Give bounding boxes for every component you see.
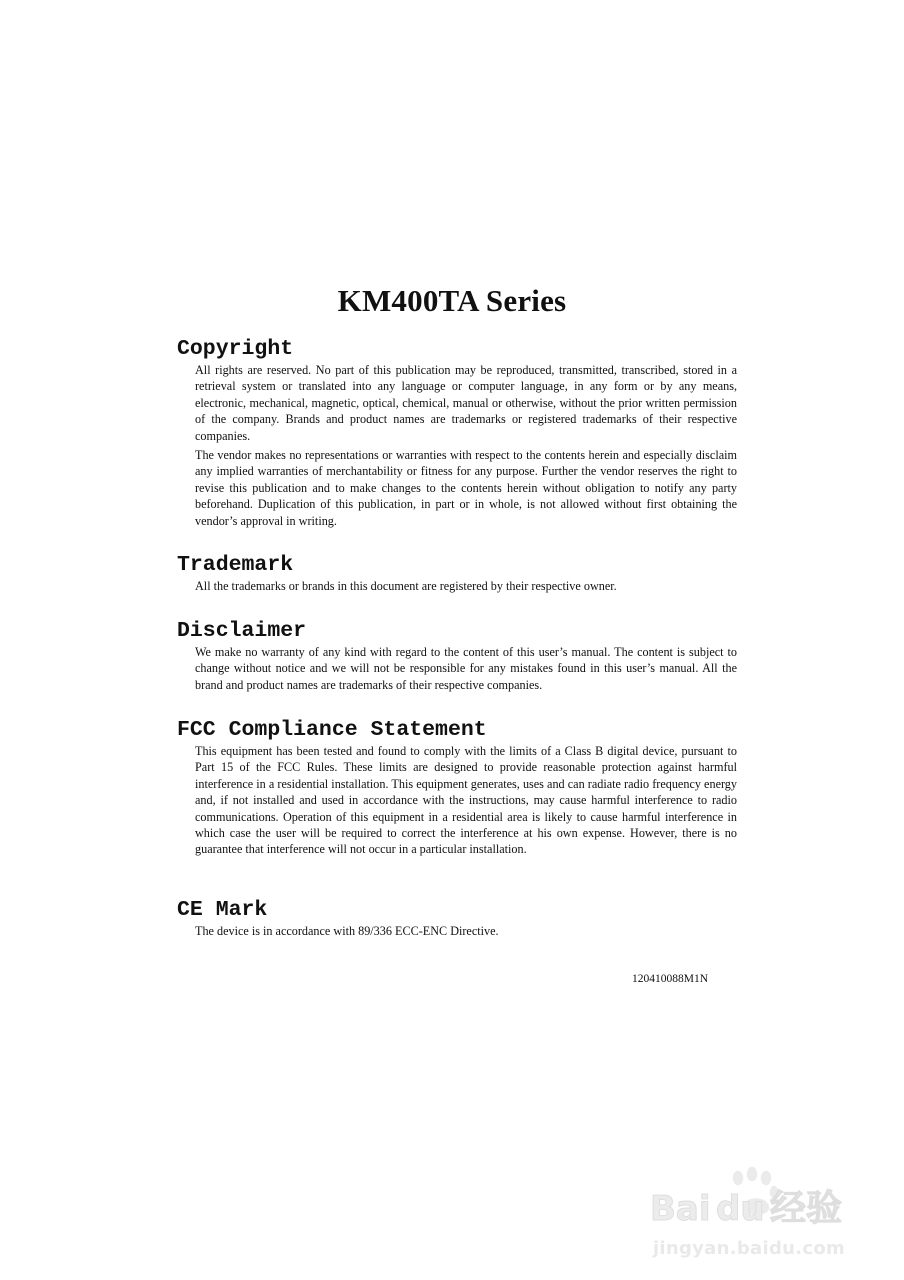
section-heading: CE Mark	[177, 898, 268, 922]
section-paragraph: This equipment has been tested and found to comply with the limits of a Class B digital device, pursuant to Part 15 of the FCC Rules. These limits are designed to provide reasonable protection against harmful interference in a residential installation. This equipment generates, uses and can radiate radio frequency energy and, if not installed and used in accordance with the instructions, may cause harmful interference to radio communications. Operation of this equipment in a residential area is likely to cause harmful interference in which case the user will be required to correct the interference at his own expense. However, there is no guarantee that interference will not occur in a particular installation.	[195, 744, 737, 857]
svg-text:经验: 经验	[770, 1188, 843, 1229]
document-id: 120410088M1N	[632, 973, 709, 985]
svg-text:Bai: Bai	[650, 1189, 711, 1229]
section-paragraph: All the trademarks or brands in this document are registered by their respective owner.	[195, 579, 617, 593]
section-heading: Disclaimer	[177, 619, 307, 643]
baidu-watermark	[640, 1148, 862, 1278]
document-title: KM400TA Series	[337, 282, 567, 318]
watermark-url: jingyan.baidu.com	[652, 1238, 846, 1259]
section-ce-mark	[177, 897, 737, 939]
section-disclaimer	[177, 618, 737, 693]
section-heading: Copyright	[177, 337, 294, 361]
section-heading: Trademark	[177, 553, 294, 577]
section-trademark	[177, 552, 737, 594]
section-heading: FCC Compliance Statement	[177, 718, 487, 742]
section-copyright	[177, 336, 737, 529]
section-paragraph: We make no warranty of any kind with regard to the content of this user’s manual. The content is subject to change without notice and we will not be responsible for any mistakes found in this user’s manual. All the brand and product names are trademarks of their respective companies.	[195, 645, 737, 692]
svg-text:du: du	[716, 1189, 765, 1229]
section-paragraph: The device is in accordance with 89/336 ECC-ENC Directive.	[195, 924, 499, 938]
section-paragraph: All rights are reserved. No part of this publication may be reproduced, transmitted, transcribed, stored in a retrieval system or translated into any language or computer language, in any form or by any means, electronic, mechanical, magnetic, optical, chemical, manual or otherwise, without the prior written permission of the company. Brands and product names are trademarks or registered trademarks of their respective companies.	[195, 363, 737, 443]
section-fcc-compliance	[177, 717, 737, 858]
baidu-jingyan-logo	[646, 1164, 856, 1232]
section-paragraph: The vendor makes no representations or warranties with respect to the contents herein and especially disclaim any implied warranties of merchantability or fitness for any purpose. Further the vendor reserves the right to revise this publication and to make changes to the contents herein without obligation to notify any party beforehand. Duplication of this publication, in part or in whole, is not allowed without first obtaining the vendor’s approval in writing.	[195, 448, 737, 528]
